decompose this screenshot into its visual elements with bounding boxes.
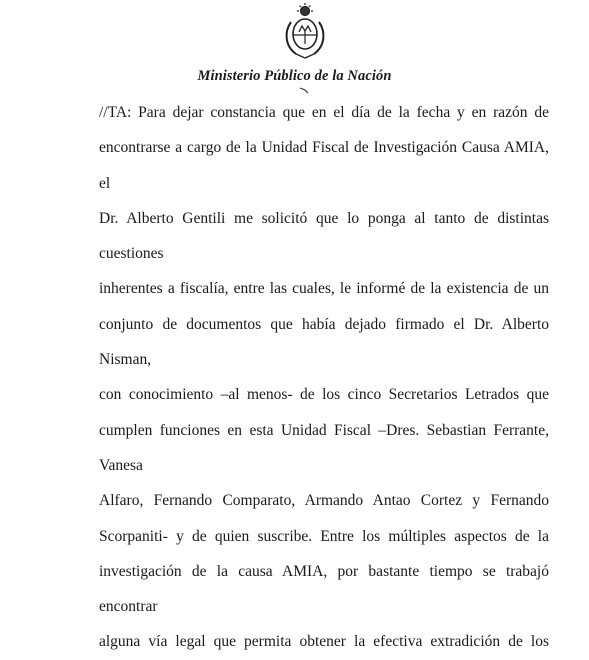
body-line: encontrarse a cargo de la Unidad Fiscal de Investigación Causa AMIA, el [99,139,549,192]
body-line: investigación de la causa AMIA, por bastante tiempo se trabajó encontrar [99,562,549,616]
ink-mark [299,86,309,94]
body-line: alguna vía legal que permita obtener la efectiva extradición de los [99,633,549,651]
coat-of-arms-icon [282,2,328,60]
body-line: conjunto de documentos que había dejado firmado el Dr. Alberto Nisman, [99,315,549,369]
body-line: Alfaro, Fernando Comparato, Armando Antao Cortez y Fernando [99,492,549,510]
institution-heading: Ministerio Público de la Nación [197,68,392,84]
document-body [99,95,549,660]
body-line: cumplen funciones en esta Unidad Fiscal –Dres. Sebastian Ferrante, Vanesa [99,421,549,474]
body-line: Scorpaniti- y de quien suscribe. Entre los múltiples aspectos de la [99,527,549,545]
body-line: con conocimiento –al menos- de los cinco Secretarios Letrados que [99,386,549,404]
body-line: //TA: Para dejar constancia que en el día de la fecha y en razón de [99,104,549,121]
body-line: inherentes a fiscalía, entre las cuales, le informé de la existencia de un [99,280,549,298]
body-line: Dr. Alberto Gentili me solicitó que lo ponga al tanto de distintas cuestiones [99,209,549,263]
